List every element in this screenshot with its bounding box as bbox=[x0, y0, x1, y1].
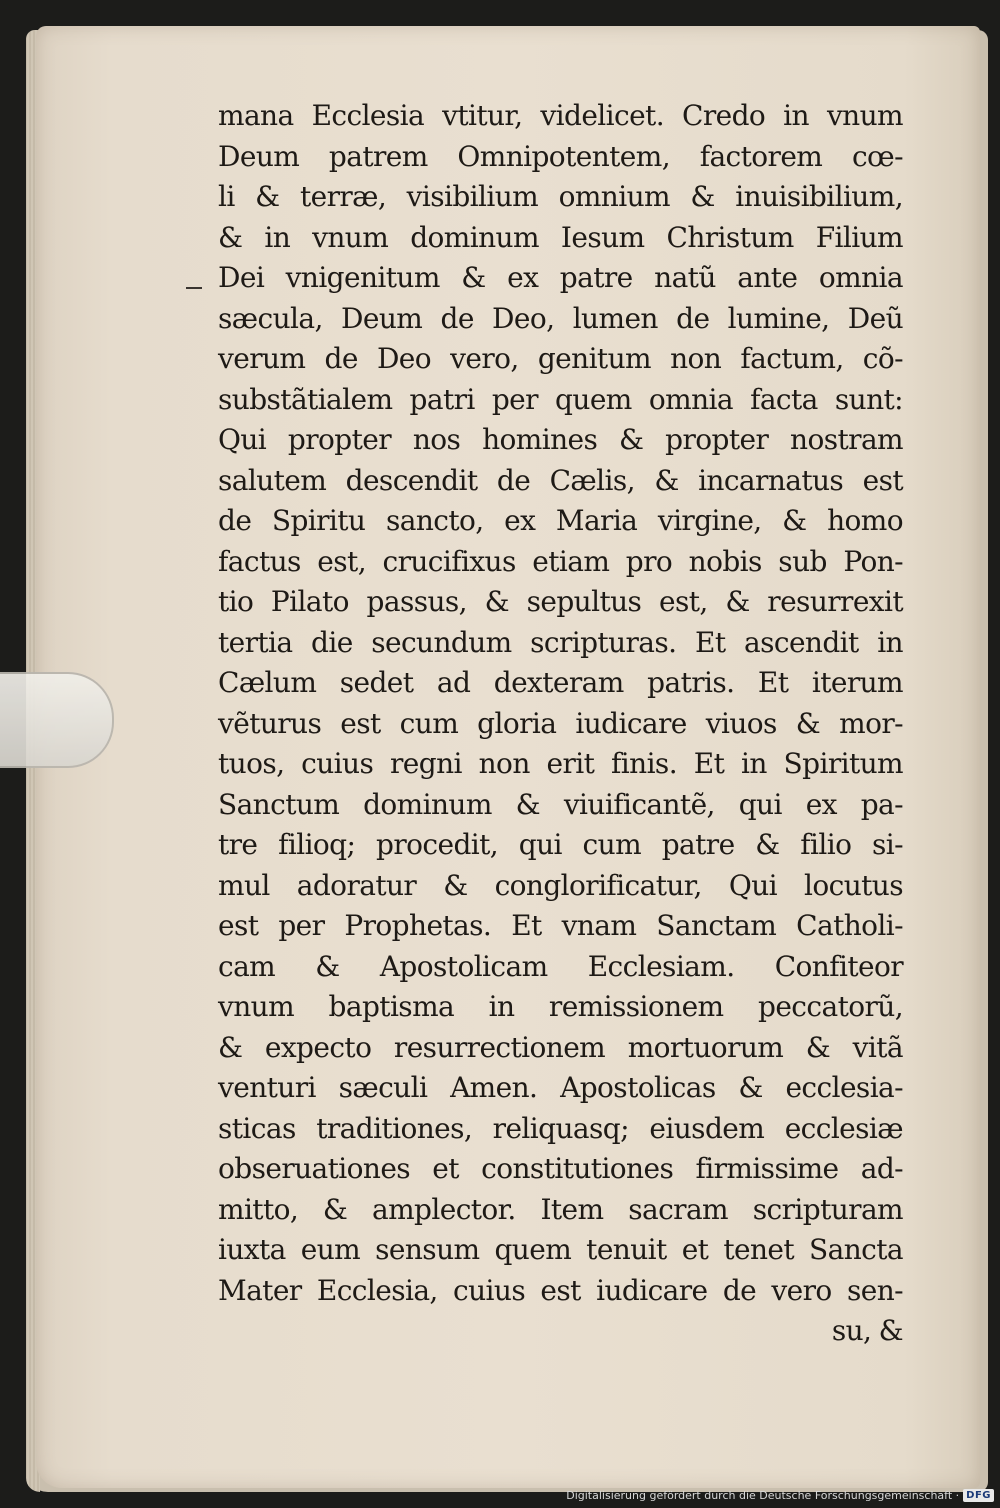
text-line: obseruationes et constitutiones firmissime ad- bbox=[218, 1152, 903, 1185]
text-line: li & terræ, visibilium omnium & inuisibilium, bbox=[218, 180, 903, 213]
text-line: tre filioq; procedit, qui cum patre & filio si- bbox=[218, 828, 903, 861]
text-line: verum de Deo vero, genitum non factum, cõ- bbox=[218, 342, 903, 375]
text-line: Sanctum dominum & viuificantẽ, qui ex pa- bbox=[218, 787, 903, 821]
text-line: iuxta eum sensum quem tenuit et tenet Sancta bbox=[218, 1233, 903, 1266]
text-line: sæcula, Deum de Deo, lumen de lumine, Deũ bbox=[218, 301, 903, 335]
funding-credit: Digitalisierung gefördert durch die Deutsche Forschungsgemeinschaft · bbox=[566, 1488, 960, 1502]
text-line: vẽturus est cum gloria iudicare viuos & mor- bbox=[218, 706, 903, 740]
text-line: venturi sæculi Amen. Apostolicas & ecclesia- bbox=[218, 1071, 903, 1104]
catchword: su, & bbox=[831, 1314, 903, 1347]
text-line: factus est, crucifixus etiam pro nobis sub Pon- bbox=[218, 544, 903, 578]
text-line: Deum patrem Omnipotentem, factorem cœ- bbox=[218, 139, 903, 173]
text-line: & expecto resurrectionem mortuorum & vitã bbox=[218, 1030, 903, 1064]
text-line: cam & Apostolicam Ecclesiam. Confiteor bbox=[218, 949, 903, 983]
text-line: est per Prophetas. Et vnam Sanctam Catholi- bbox=[218, 909, 903, 942]
text-line: mitto, & amplector. Item sacram scripturam bbox=[218, 1192, 903, 1226]
margin-mark bbox=[186, 287, 202, 289]
text-line: mana Ecclesia vtitur, videlicet. Credo in vnum bbox=[218, 99, 903, 132]
text-line: tuos, cuius regni non erit finis. Et in Spiritum bbox=[218, 747, 903, 780]
page-tab-clip bbox=[0, 672, 114, 768]
text-line: & in vnum dominum Iesum Christum Filium bbox=[218, 220, 903, 254]
page-text bbox=[218, 96, 903, 1352]
text-line: de Spiritu sancto, ex Maria virgine, & homo bbox=[218, 504, 903, 537]
text-line: tio Pilato passus, & sepultus est, & resurrexit bbox=[218, 585, 903, 618]
text-line: vnum baptisma in remissionem peccatorũ, bbox=[218, 990, 903, 1023]
text-line: Dei vnigenitum & ex patre natũ ante omnia bbox=[218, 261, 903, 294]
text-line: Mater Ecclesia, cuius est iudicare de vero sen- bbox=[218, 1273, 903, 1307]
text-line: substãtialem patri per quem omnia facta sunt: bbox=[218, 382, 903, 416]
text-line: mul adoratur & conglorificatur, Qui locutus bbox=[218, 868, 903, 902]
text-line: Cælum sedet ad dexteram patris. Et iterum bbox=[218, 666, 903, 699]
text-line: tertia die secundum scripturas. Et ascendit in bbox=[218, 625, 903, 659]
text-line: salutem descendit de Cælis, & incarnatus est bbox=[218, 463, 903, 497]
digitization-footer bbox=[566, 1486, 994, 1504]
text-line: Qui propter nos homines & propter nostram bbox=[218, 423, 903, 456]
text-line: sticas traditiones, reliquasq; eiusdem ecclesiæ bbox=[218, 1111, 903, 1145]
dfg-logo: DFG bbox=[963, 1489, 994, 1502]
